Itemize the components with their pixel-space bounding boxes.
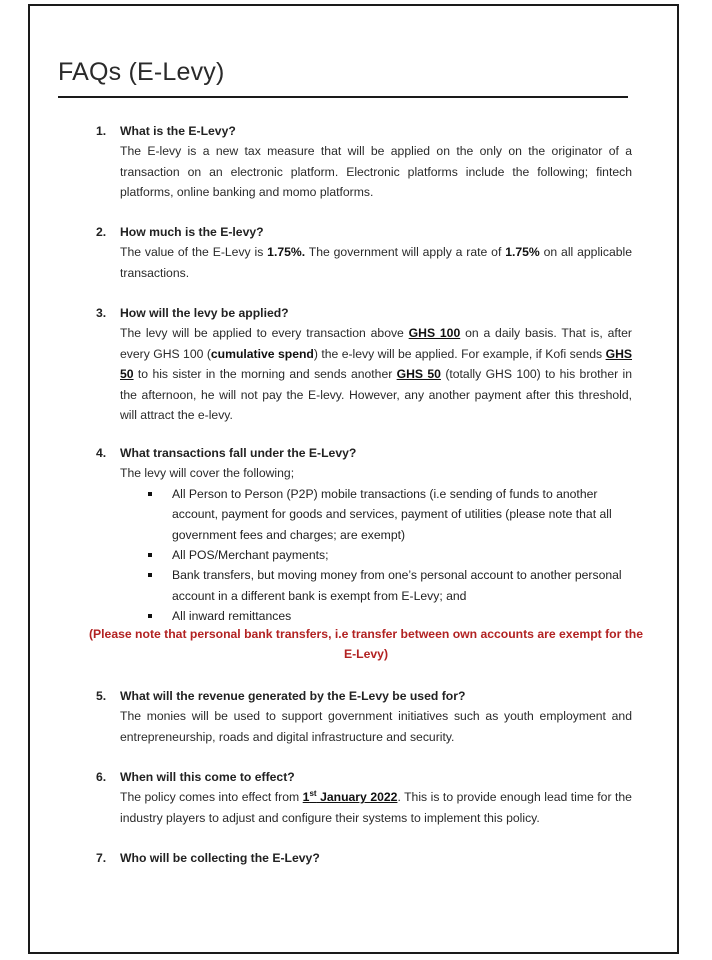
answer-text: The policy comes into effect from [120, 790, 303, 805]
emphasis-text: cumulative spend [210, 346, 314, 361]
date-suffix: st [309, 789, 317, 799]
faq-number: 2. [96, 225, 107, 239]
title-divider [58, 96, 628, 98]
date-day: 1 [302, 790, 310, 805]
bullet-text: Bank transfers, but moving money from one’s personal account to another personal account in a different bank is exempt from E-Levy; and [172, 568, 622, 603]
answer-text: . This is to provide enough lead time for the industry players to adjust and configure their systems to implement this policy. [120, 790, 632, 825]
faq-answer: The levy will cover the following; [120, 466, 295, 481]
faq-question [96, 767, 632, 787]
answer-text: on a daily basis. That is, after every GHS 100 ( [120, 326, 632, 361]
faq-number: 1. [96, 124, 107, 138]
faq-question-text: How much is the E-levy? [120, 225, 264, 239]
faq-number: 6. [96, 770, 107, 784]
faq-question-text: Who will be collecting the E-Levy? [120, 851, 320, 865]
faq-item-2 [96, 222, 632, 283]
answer-text: (totally GHS 100) to his brother in the afternoon, he will not pay the E-levy. However, any another payment after this threshold, will attract the e-levy. [120, 367, 633, 423]
faq-item-5 [96, 686, 632, 747]
bullet-icon [148, 614, 152, 618]
rate-value: 1.75%. [267, 245, 306, 260]
faq-question [96, 121, 632, 141]
faq-question [96, 848, 632, 868]
bullet-text: All Person to Person (P2P) mobile transactions (i.e sending of funds to another account, payment for goods and services, payment of utilities (please note that all government fees and charges; are exempt) [172, 486, 612, 542]
bullet-list [96, 484, 632, 627]
faq-item-7 [96, 848, 632, 868]
faq-question [96, 686, 632, 706]
faq-item-6 [96, 767, 632, 828]
rate-value: 1.75% [505, 245, 540, 260]
faq-question-text: What is the E-Levy? [120, 124, 236, 138]
faq-number: 5. [96, 689, 107, 703]
faq-answer [96, 787, 632, 828]
bullet-text: All POS/Merchant payments; [172, 548, 329, 563]
exemption-note: (Please note that personal bank transfers, i.e transfer between own accounts are exempt for the E-Levy) [88, 627, 643, 662]
faq-question-text: When will this come to effect? [120, 770, 295, 784]
faq-answer [96, 323, 632, 425]
example-amount: GHS 50 [120, 346, 633, 382]
faq-question-text: How will the levy be applied? [120, 306, 289, 320]
answer-text: The government will apply a rate of [305, 245, 506, 260]
bullet-icon [148, 573, 152, 577]
faq-item-3 [96, 303, 632, 425]
faq-question-text: What transactions fall under the E-Levy? [120, 446, 357, 460]
faq-answer [96, 242, 632, 283]
faq-question-text: What will the revenue generated by the E-Levy be used for? [120, 689, 466, 703]
faq-question [96, 443, 632, 463]
answer-text: to his sister in the morning and sends another [133, 367, 397, 382]
faq-answer: The E-levy is a new tax measure that will be applied on the only on the originator of a transaction on an electronic platform. Electronic platforms include the following; fintech platforms, online banking and momo platforms. [120, 144, 632, 200]
answer-text: The levy will be applied to every transaction above [120, 326, 409, 341]
bullet-item [148, 565, 632, 606]
bullet-icon [148, 492, 152, 496]
date-month-year: January 2022 [316, 790, 398, 805]
faq-item-4 [96, 443, 632, 627]
page-title: FAQs (E-Levy) [58, 58, 225, 86]
faq-question [96, 303, 632, 323]
effective-date [303, 790, 398, 804]
answer-text: ) the e-levy will be applied. For example, if Kofi sends [313, 346, 606, 361]
faq-number: 3. [96, 306, 107, 320]
faq-question [96, 222, 632, 242]
bullet-item [148, 545, 632, 565]
example-amount: GHS 50 [396, 367, 441, 382]
faq-item-1 [96, 121, 632, 203]
answer-text: on all applicable transactions. [120, 245, 632, 280]
answer-text: The value of the E-Levy is [120, 245, 268, 260]
faq-number: 7. [96, 851, 107, 865]
threshold-amount: GHS 100 [408, 326, 461, 341]
bullet-item [148, 484, 632, 545]
faq-answer: The monies will be used to support government initiatives such as youth employment and entrepreneurship, roads and digital infrastructure and security. [120, 709, 632, 744]
bullet-text: All inward remittances [172, 609, 292, 624]
bullet-icon [148, 553, 152, 557]
faq-number: 4. [96, 446, 107, 460]
